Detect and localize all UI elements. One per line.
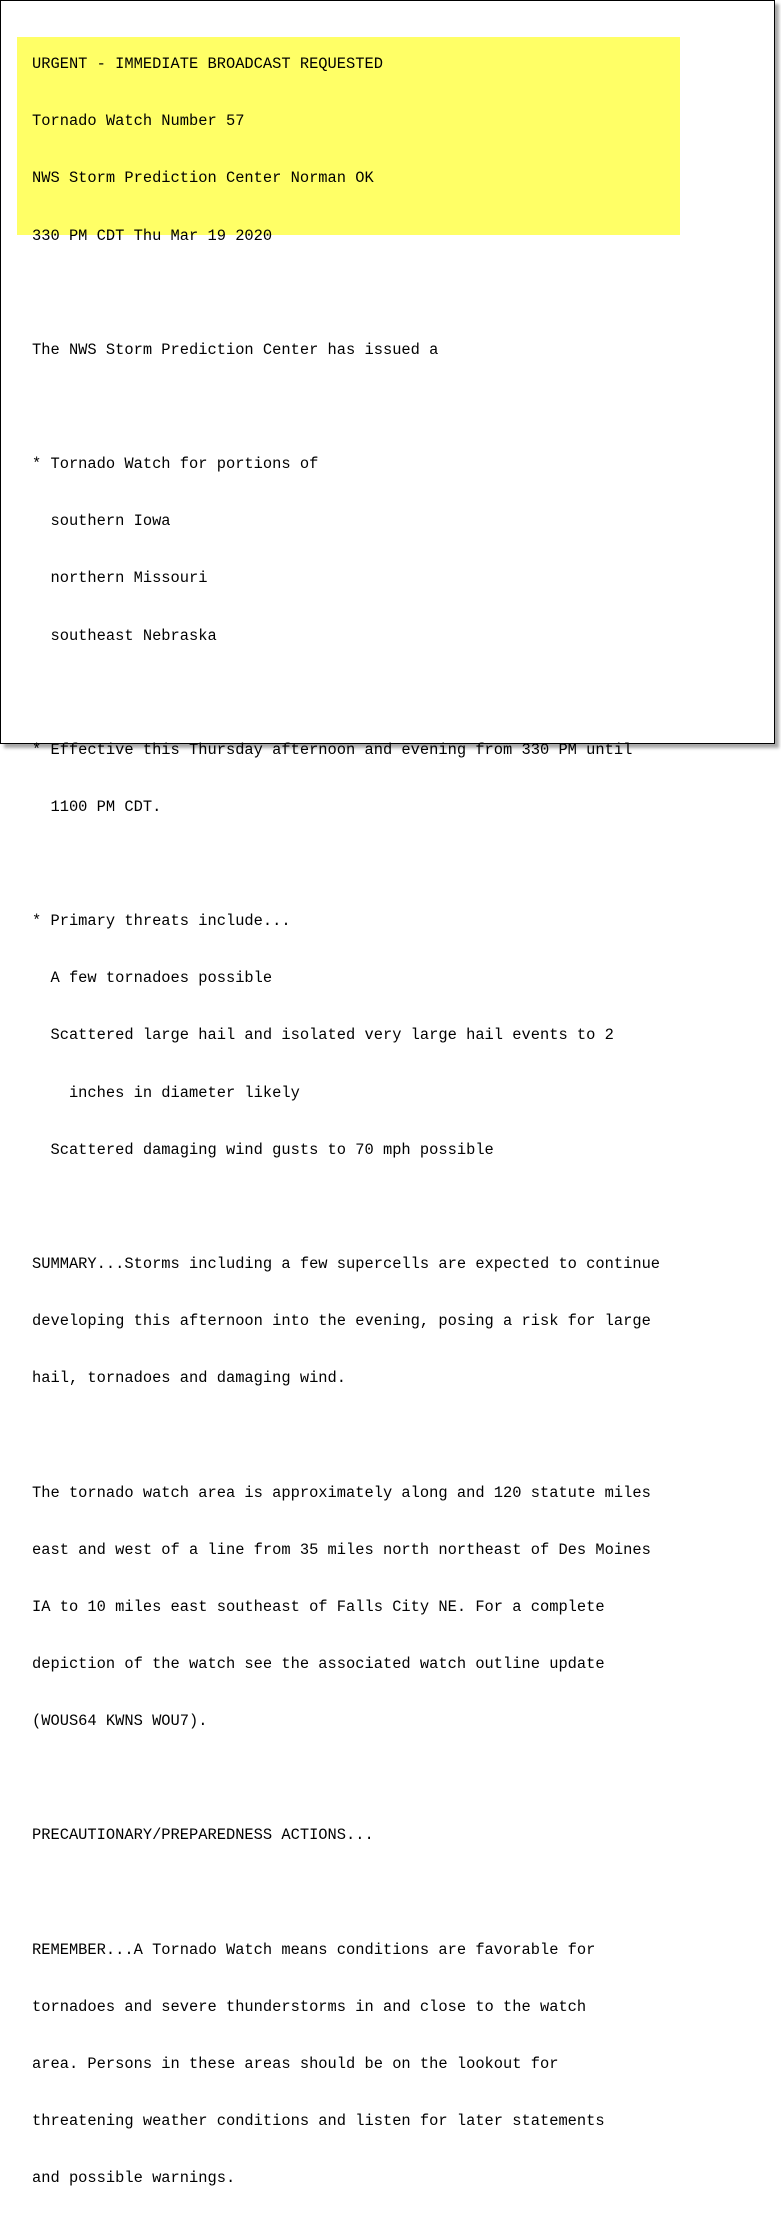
bulletin-line: * Effective this Thursday afternoon and evening from 330 PM until [32,740,633,759]
bulletin-line: depiction of the watch see the associated watch outline update [32,1655,605,1674]
bulletin-line: tornadoes and severe thunderstorms in and close to the watch [32,1997,587,2016]
bulletin-line: Scattered damaging wind gusts to 70 mph possible [32,1140,494,1159]
bulletin-text [32,17,660,2226]
bulletin-line: * Tornado Watch for portions of [32,455,319,474]
bulletin-line [32,284,660,303]
bulletin-line: The tornado watch area is approximately along and 120 statute miles [32,1483,651,1502]
bulletin-line: URGENT - IMMEDIATE BROADCAST REQUESTED [32,55,383,74]
bulletin-line: and possible warnings. [32,2169,236,2188]
bulletin-line [32,1426,660,1445]
bulletin-line: Tornado Watch Number 57 [32,112,245,131]
bulletin-line: southeast Nebraska [32,626,217,645]
bulletin-line: 330 PM CDT Thu Mar 19 2020 [32,226,273,245]
bulletin-line [32,1769,660,1788]
bulletin-line: The NWS Storm Prediction Center has issued a [32,340,439,359]
bulletin-line: PRECAUTIONARY/PREPAREDNESS ACTIONS... [32,1826,374,1845]
bulletin-line: IA to 10 miles east southeast of Falls City NE. For a complete [32,1597,605,1616]
bulletin-line: hail, tornadoes and damaging wind. [32,1369,347,1388]
bulletin-line: inches in diameter likely [32,1083,300,1102]
bulletin-line: Scattered large hail and isolated very large hail events to 2 [32,1026,614,1045]
bulletin-line: A few tornadoes possible [32,969,273,988]
bulletin-line: east and west of a line from 35 miles north northeast of Des Moines [32,1540,651,1559]
bulletin-line: developing this afternoon into the evening, posing a risk for large [32,1312,651,1331]
bulletin-line: (WOUS64 KWNS WOU7). [32,1712,208,1731]
bulletin-line: * Primary threats include... [32,912,291,931]
bulletin-line: northern Missouri [32,569,208,588]
bulletin-line [32,1198,660,1217]
bulletin-line [32,855,660,874]
bulletin-line [32,398,660,417]
bulletin-line: REMEMBER...A Tornado Watch means conditions are favorable for [32,1940,596,1959]
bulletin-line: threatening weather conditions and listen for later statements [32,2112,605,2131]
bulletin-line [32,1884,660,1903]
bulletin-line: NWS Storm Prediction Center Norman OK [32,169,374,188]
bulletin-line [32,684,660,703]
bulletin-line: area. Persons in these areas should be on the lookout for [32,2055,559,2074]
bulletin-line: SUMMARY...Storms including a few supercells are expected to continue [32,1255,661,1274]
bulletin-line: 1100 PM CDT. [32,797,162,816]
bulletin-line: southern Iowa [32,512,171,531]
